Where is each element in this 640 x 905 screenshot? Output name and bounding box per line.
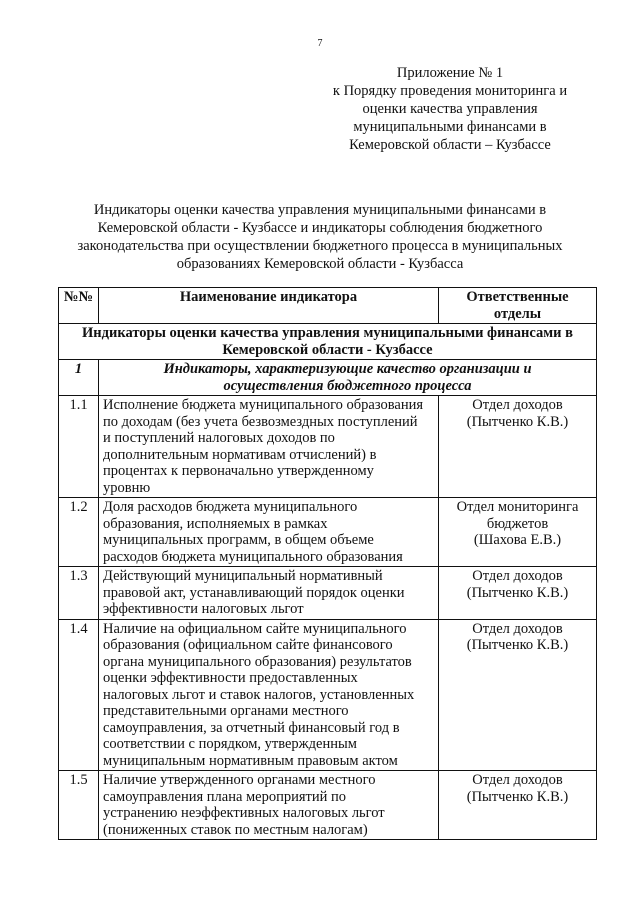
table-row: [59, 771, 597, 840]
table-row: [59, 619, 597, 771]
indicator-name-line: муниципальным нормативным правовым актом: [103, 752, 398, 769]
appendix-line: Кемеровской области – Кузбассе: [349, 137, 551, 153]
header-dept-line: Ответственные: [466, 289, 569, 305]
indicator-name-line: правовой акт, устанавливающий порядок оценки: [103, 584, 405, 601]
title-line: Индикаторы оценки качества управления муниципальными финансами в: [93, 202, 547, 218]
indicator-name-line: образования, исполняемых в рамках: [103, 515, 328, 532]
indicator-name-line: образования (официальном сайте финансового: [103, 637, 393, 653]
indicator-number: 1.5: [59, 771, 99, 840]
page-number: 7: [317, 38, 323, 49]
indicator-name-line: соответствии с порядком, утвержденным: [103, 736, 357, 752]
indicator-name: [99, 396, 439, 498]
department-line: (Пытченко К.В.): [466, 413, 569, 430]
indicator-name-line: устранению неэффективных налоговых льгот: [103, 805, 385, 821]
department-line: (Пытченко К.В.): [466, 584, 569, 601]
department-line: (Шахова Е.В.): [473, 532, 562, 548]
section-heading-row: [59, 324, 597, 360]
indicator-name-line: Действующий муниципальный нормативный: [103, 568, 383, 584]
title-line: Кемеровской области - Кузбассе и индикаторы соблюдения бюджетного: [97, 220, 543, 236]
subsection-heading-row: [59, 360, 597, 396]
indicator-name-line: расходов бюджета муниципального образования: [103, 548, 403, 565]
indicator-number: 1.3: [59, 567, 99, 620]
indicator-name: [99, 498, 439, 567]
appendix-heading: [300, 64, 600, 154]
title-line: образованиях Кемеровской области - Кузбасса: [176, 256, 464, 272]
indicator-name: [99, 771, 439, 840]
document-title: [40, 201, 600, 273]
indicator-name-line: процентах к первоначально утвержденному: [103, 463, 374, 479]
subsection-number: 1: [59, 360, 99, 396]
indicator-name-line: Доля расходов бюджета муниципального: [103, 499, 358, 515]
responsible-department: [439, 567, 597, 620]
department-line: Отдел доходов: [472, 620, 563, 637]
header-number: №№: [59, 288, 99, 324]
indicator-name-line: эффективности налоговых льгот: [103, 601, 304, 617]
indicator-number: 1.4: [59, 619, 99, 771]
subsection-heading: [99, 360, 597, 396]
indicator-name-line: дополнительным нормативам отчислений) в: [103, 446, 377, 463]
indicator-name-line: Исполнение бюджета муниципального образования: [103, 397, 424, 413]
department-line: бюджетов: [486, 515, 549, 532]
department-line: (Пытченко К.В.): [466, 788, 569, 805]
appendix-line: оценки качества управления: [362, 101, 538, 117]
appendix-line: к Порядку проведения мониторинга и: [332, 83, 568, 99]
section-heading-line: Индикаторы оценки качества управления муниципальными финансами в: [82, 325, 573, 341]
subsection-heading-line: осуществления бюджетного процесса: [223, 377, 472, 394]
indicator-name-line: налоговых льгот и ставок налогов, установленных: [103, 686, 415, 703]
table-row: [59, 396, 597, 498]
responsible-department: [439, 771, 597, 840]
subsection-heading-line: Индикаторы, характеризующие качество организации и: [163, 361, 532, 377]
indicator-name-line: самоуправления, за отчетный финансовый год в: [103, 719, 400, 736]
header-dept-line: отделы: [493, 305, 542, 322]
appendix-line: Приложение № 1: [396, 65, 504, 81]
department-line: Отдел доходов: [472, 772, 563, 788]
header-indicator-name: Наименование индикатора: [99, 288, 439, 324]
table-row: [59, 498, 597, 567]
indicator-name-line: уровню: [103, 479, 151, 496]
indicator-name: [99, 619, 439, 771]
indicator-number: 1.2: [59, 498, 99, 567]
indicator-name-line: по доходам (без учета безвозмездных поступлений: [103, 413, 418, 430]
table-header-row: [59, 288, 597, 324]
indicator-name: [99, 567, 439, 620]
indicator-name-line: оценки эффективности предоставленных: [103, 670, 358, 686]
indicator-name-line: органа муниципального образования) результатов: [103, 653, 412, 670]
responsible-department: [439, 498, 597, 567]
appendix-line: муниципальными финансами в: [353, 119, 547, 135]
indicator-name-line: самоуправления плана мероприятий по: [103, 788, 347, 805]
indicator-name-line: Наличие на официальном сайте муниципального: [103, 620, 407, 637]
table-row: [59, 567, 597, 620]
indicator-name-line: муниципальных программ, в общем объеме: [103, 532, 374, 548]
responsible-department: [439, 396, 597, 498]
indicator-name-line: представительными органами местного: [103, 703, 349, 719]
title-line: законодательства при осуществлении бюджетного процесса в муниципальных: [77, 238, 563, 254]
responsible-department: [439, 619, 597, 771]
indicator-name-line: Наличие утвержденного органами местного: [103, 772, 376, 788]
section-heading-line: Кемеровской области - Кузбассе: [222, 341, 433, 358]
indicators-table: [58, 287, 597, 840]
department-line: Отдел мониторинга: [456, 499, 579, 515]
indicator-number: 1.1: [59, 396, 99, 498]
header-responsible-departments: [439, 288, 597, 324]
section-heading: [59, 324, 597, 360]
indicator-name-line: (пониженных ставок по местным налогам): [103, 821, 368, 838]
department-line: (Пытченко К.В.): [466, 637, 569, 653]
indicator-name-line: и поступлений налоговых доходов по: [103, 430, 335, 446]
department-line: Отдел доходов: [472, 397, 563, 413]
department-line: Отдел доходов: [472, 568, 563, 584]
